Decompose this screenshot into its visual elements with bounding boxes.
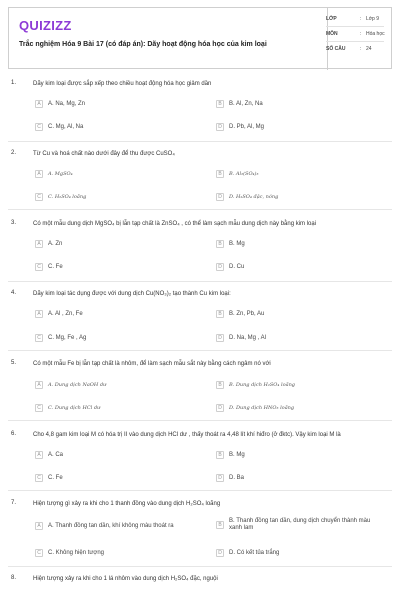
option-c[interactable] <box>35 190 86 203</box>
option-letter-box: C <box>35 263 43 271</box>
option-letter-box: A <box>35 381 43 389</box>
question-number: 5. <box>11 360 17 366</box>
meta-subject: MÔN : Hóa học <box>326 31 385 37</box>
option-text: C. Mg, Al, Na <box>48 123 84 130</box>
option-b[interactable] <box>216 237 245 250</box>
option-text: D. Dung dịch HNO₃ loãng <box>229 404 295 411</box>
option-letter-box: D <box>216 334 224 342</box>
option-text: C. H₂SO₄ loãng <box>48 193 87 200</box>
question-text: Có một mẫu dung dịch MgSO₄ bị lẫn tạp chất là ZnSO₄ , có thể làm sạch mẫu dung dịch này bằng kim loại <box>33 221 317 227</box>
option-d[interactable] <box>216 120 264 133</box>
option-letter-box: A <box>35 240 43 248</box>
meta-class: LỚP : Lớp 9 <box>326 16 380 22</box>
option-text: B. Mg <box>229 240 245 247</box>
option-text: D. Na, Mg , Al <box>229 334 267 341</box>
question-number: 6. <box>11 431 17 437</box>
option-d[interactable] <box>216 471 244 484</box>
option-text: D. Pb, Al, Mg <box>229 123 265 130</box>
meta-class-value: Lớp 9 <box>366 16 380 22</box>
option-text: C. Không hiện tượng <box>48 549 104 556</box>
question-divider <box>8 490 392 491</box>
option-text: A. MgSO₄ <box>48 170 73 177</box>
option-c[interactable] <box>35 120 83 133</box>
meta-subject-value: Hóa học <box>366 31 385 37</box>
option-text: B. Mg <box>229 451 245 458</box>
option-text: A. Na, Mg, Zn <box>48 100 86 107</box>
option-text: A. Zn <box>48 240 63 247</box>
option-a[interactable] <box>35 519 174 532</box>
option-a[interactable] <box>35 448 63 461</box>
option-b[interactable] <box>216 448 245 461</box>
option-letter-box: C <box>35 549 43 557</box>
option-letter-box: D <box>216 123 224 131</box>
option-text: B. Zn, Pb, Au <box>229 310 265 317</box>
option-c[interactable] <box>35 471 63 484</box>
meta-count: SỐ CÂU : 24 <box>326 46 372 52</box>
option-letter-box: A <box>35 170 43 178</box>
option-letter-box: D <box>216 474 224 482</box>
option-text: A. Al , Zn, Fe <box>48 310 83 317</box>
worksheet-title: Trắc nghiệm Hóa 9 Bài 17 (có đáp án): Dãy hoạt động hóa học của kim loại <box>19 41 267 48</box>
option-c[interactable] <box>35 331 86 344</box>
option-b[interactable] <box>216 307 264 320</box>
option-d[interactable] <box>216 546 279 559</box>
option-letter-box: D <box>216 404 224 412</box>
option-letter-box: C <box>35 193 43 201</box>
question-divider <box>8 141 392 142</box>
option-c[interactable] <box>35 401 100 414</box>
question-divider <box>8 420 392 421</box>
question-divider <box>8 566 392 567</box>
option-c[interactable] <box>35 546 104 559</box>
option-letter-box: C <box>35 404 43 412</box>
question-text: Cho 4,8 gam kim loại M có hóa trị II vào dung dịch HCl dư , thấy thoát ra 4,48 lít khí hiđro (ở đktc). Vậy kim loại M là <box>33 432 341 438</box>
option-a[interactable] <box>35 237 62 250</box>
option-text: C. Mg, Fe , Ag <box>48 334 87 341</box>
option-b[interactable] <box>216 167 259 180</box>
option-letter-box: D <box>216 193 224 201</box>
option-text: B. Dung dịch H₂SO₄ loãng <box>229 381 295 388</box>
option-letter-box: C <box>35 474 43 482</box>
option-d[interactable] <box>216 260 244 273</box>
question-number: 8. <box>11 575 17 581</box>
question-divider <box>8 350 392 351</box>
meta-count-key: SỐ CÂU <box>326 46 346 52</box>
option-letter-box: C <box>35 123 43 131</box>
question-divider <box>8 281 392 282</box>
option-c[interactable] <box>35 260 63 273</box>
question-text: Hiện tượng xảy ra khi cho 1 lá nhôm vào dung dịch H₂SO₄ đặc, nguội <box>33 576 218 582</box>
meta-line <box>326 26 384 27</box>
option-letter-box: A <box>35 310 43 318</box>
option-text: D. Cu <box>229 263 245 270</box>
option-text: A. Ca <box>48 451 64 458</box>
option-a[interactable] <box>35 378 106 391</box>
question-text: Có một mẫu Fe bị lẫn tạp chất là nhôm, để làm sạch mẫu sắt này bằng cách ngâm nó với <box>33 361 271 367</box>
option-letter-box: B <box>216 310 224 318</box>
question-number: 1. <box>11 80 17 86</box>
option-letter-box: A <box>35 451 43 459</box>
option-text: B. Al, Zn, Na <box>229 100 263 107</box>
option-b[interactable] <box>216 378 295 391</box>
option-letter-box: D <box>216 549 224 557</box>
option-letter-box: C <box>35 334 43 342</box>
question-text: Dãy kim loại được sắp xếp theo chiều hoạt động hóa học giảm dần <box>33 81 212 87</box>
option-letter-box: B <box>216 170 224 178</box>
option-letter-box: B <box>216 451 224 459</box>
option-letter-box: B <box>216 100 224 108</box>
meta-class-key: LỚP <box>326 16 337 22</box>
option-d[interactable] <box>216 331 266 344</box>
question-text: Hiện tượng gì xảy ra khi cho 1 thanh đồng vào dung dịch H₂SO₄ loãng <box>33 501 221 507</box>
question-number: 4. <box>11 290 17 296</box>
option-b[interactable] <box>216 516 379 534</box>
meta-subject-key: MÔN <box>326 31 338 37</box>
option-letter-box: B <box>216 521 224 529</box>
question-divider <box>8 209 392 210</box>
option-b[interactable] <box>216 97 263 110</box>
option-text: D. Ba <box>229 474 245 481</box>
meta-line <box>326 41 384 42</box>
option-letter-box: B <box>216 240 224 248</box>
question-number: 7. <box>11 500 17 506</box>
option-letter-box: D <box>216 263 224 271</box>
option-letter-box: A <box>35 100 43 108</box>
option-letter-box: B <box>216 381 224 389</box>
option-text: C. Fe <box>48 474 63 481</box>
option-text: B. Thanh đồng tan dần, dung dịch chuyển thành màu xanh lam <box>229 518 371 531</box>
option-a[interactable] <box>35 167 73 180</box>
option-a[interactable] <box>35 97 85 110</box>
quizizz-logo: QUIZIZZ <box>19 18 72 33</box>
option-text: B. Al₂(SO₄)₃ <box>229 170 259 177</box>
option-text: A. Thanh đồng tan dần, khí không màu thoát ra <box>48 522 174 529</box>
option-text: C. Fe <box>48 263 63 270</box>
option-d[interactable] <box>216 401 294 414</box>
question-number: 2. <box>11 150 17 156</box>
option-text: D. H₂SO₄ đặc, nóng <box>229 193 279 200</box>
question-number: 3. <box>11 220 17 226</box>
question-text: Từ Cu và hoá chất nào dưới đây để thu được CuSO₄ <box>33 151 175 157</box>
option-d[interactable] <box>216 190 278 203</box>
meta-count-value: 24 <box>366 46 372 52</box>
question-text: Dãy kim loại tác dụng được với dung dịch Cu(NO₃)₂ tạo thành Cu kim loại: <box>33 291 231 297</box>
option-text: C. Dung dịch HCl dư <box>48 404 101 411</box>
option-letter-box: A <box>35 522 43 530</box>
option-text: A. Dung dịch NaOH dư <box>48 381 107 388</box>
option-text: D. Có kết tủa trắng <box>229 549 280 556</box>
option-a[interactable] <box>35 307 83 320</box>
